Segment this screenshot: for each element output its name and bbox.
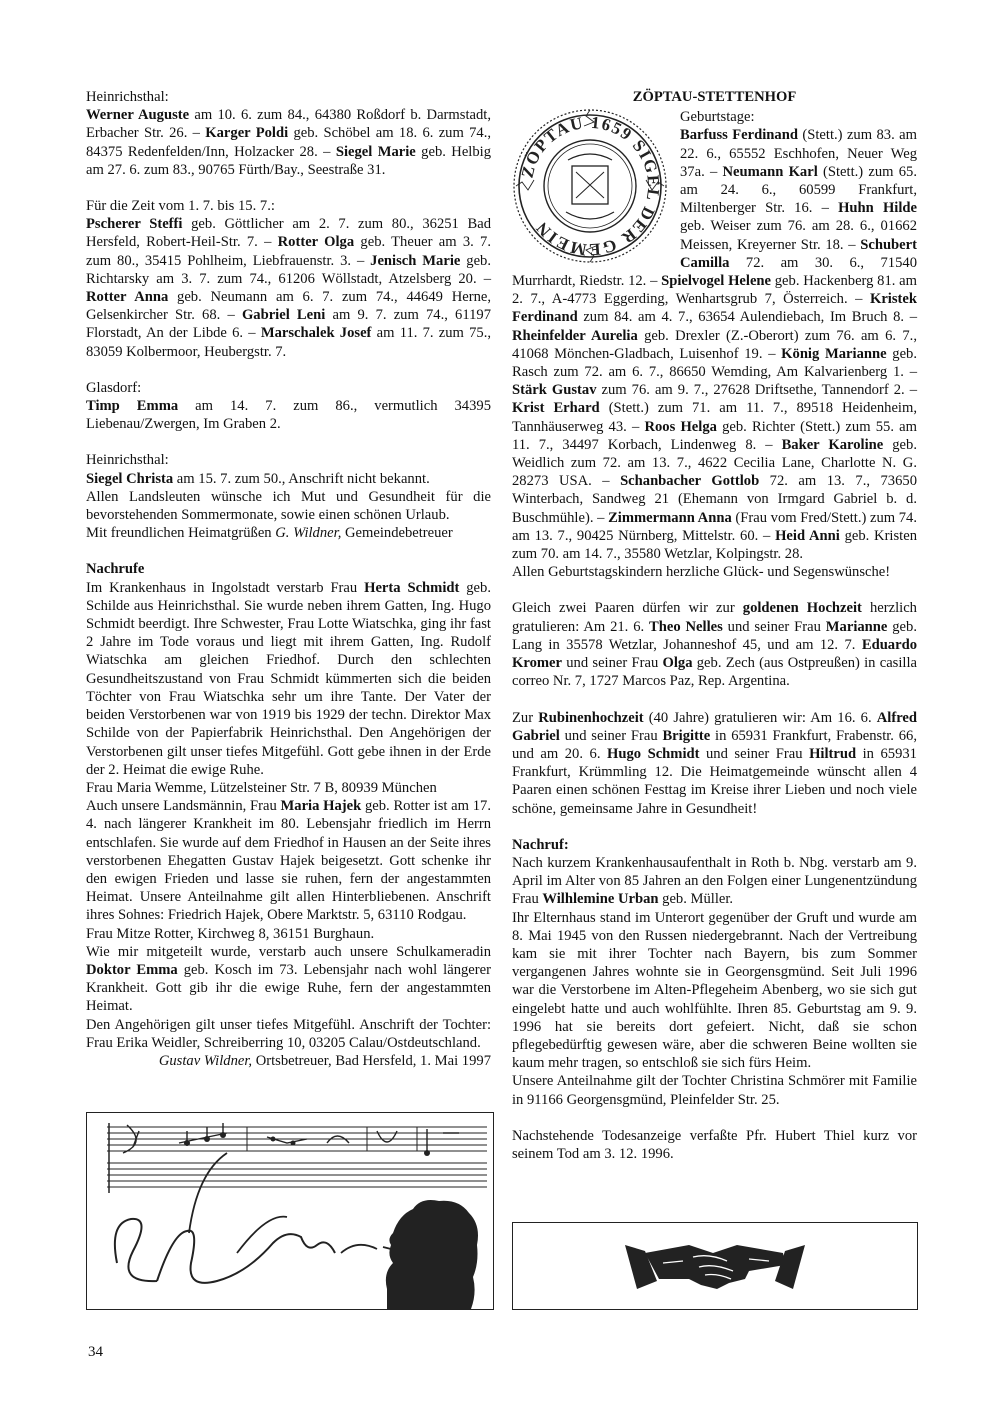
text-run: zum 84. am 4. 7., 63654 Aulendiebach, Im Bruch 8. – <box>577 309 917 326</box>
golden-wedding-paragraph <box>512 599 917 690</box>
text-run: am 10. 6. zum 84., 64380 Roßdorf b. Darmstadt, Erbacher Str. 26. – <box>86 107 491 142</box>
condolence-address: Den Angehörigen gilt unser tiefes Mitgefühl. Anschrift der Tochter: Frau Erika Weidler, Schreiberring 10, 03205 Calau/Ostdeutschland. <box>86 1016 491 1051</box>
text-run: Wie mir mitgeteilt wurde, verstarb auch unsere Schulkameradin <box>86 943 491 960</box>
name-highlight: Baker Karoline <box>781 436 884 453</box>
birthday-list-heinrichsthal <box>86 106 491 179</box>
svg-text:ZÖPTAU 1659 SIGEL DER GEMEIN: ZÖPTAU 1659 SIGEL DER GEMEIN <box>517 113 664 260</box>
name-highlight: Rubinenhochzeit <box>538 709 644 726</box>
name-highlight: König Marianne <box>781 345 887 362</box>
text-run: am 15. 7. zum 50., Anschrift nicht bekannt. <box>173 470 430 487</box>
name-highlight: Eduardo Kromer <box>512 636 917 672</box>
text-run: (Stett.) zum 65. am 24. 6., 60599 Frankfurt, Miltenberger Str. 16. – <box>680 163 917 217</box>
name-highlight: Marianne <box>825 618 888 635</box>
name-highlight: Hugo Schmidt <box>607 745 700 762</box>
name-highlight: Marschalek Josef <box>260 325 372 342</box>
name-highlight: Theo Nelles <box>649 618 723 635</box>
section-heading-glasdorf: Glasdorf: <box>86 379 142 396</box>
text-run: geb. Schöbel am 18. 6. zum 74., 84375 Redenfelden/Inn, Holzacker 28. – <box>86 125 492 160</box>
name-highlight: Karger Poldi <box>205 125 289 142</box>
text-run: Zur <box>512 709 539 726</box>
text-run: geb. Weidlich zum 72. am 13. 7., 4622 Cecilia Lane, Charlotte N. G. 28273 USA. – <box>512 436 917 490</box>
text-run: zum 76. am 9. 7., 27628 Driftsethe, Tannendorf 2. – <box>596 382 917 399</box>
text-run: Auch unsere Landsmännin, Frau <box>86 798 281 815</box>
name-highlight: Schanbacher Gottlob <box>620 473 760 490</box>
obituaries-heading: Nachrufe <box>86 561 145 578</box>
ruby-wedding-paragraph <box>512 709 917 818</box>
text-run: geb. Theuer am 3. 7. zum 80., 35415 Pohlheim, Liebfrauenstr. 3. – <box>86 234 491 269</box>
name-highlight: Schubert Camilla <box>680 236 917 271</box>
text-run: Nach kurzem Krankenhausaufenthalt in Roth b. Nbg. verstarb am 9. April im Alter von 85 Jahren an den Folgen einer Lungenentzündung Frau <box>512 854 917 908</box>
section-heading-heinrichsthal-2: Heinrichsthal: <box>86 452 169 469</box>
text-run: Mit freundlichen Heimatgrüßen <box>86 525 276 542</box>
text-run: (Stett.) zum 83. am 22. 6., 65552 Eschhofen, Neuer Weg 37a. – <box>680 127 917 180</box>
obituary-schmidt <box>86 579 491 779</box>
text-run: geb. Göttlicher am 2. 7. zum 80., 36251 Bad Hersfeld, Robert-Heil-Str. 7. – <box>86 216 492 251</box>
text-run: 72. am 30. 6., 71540 Murrhardt, Riedstr. 12. – <box>512 254 917 290</box>
text-run: geb. Weiser zum 76. am 28. 6., 01662 Meissen, Kreyerner Str. 18. – <box>680 218 917 253</box>
name-highlight: Werner Auguste <box>86 107 190 124</box>
name-highlight: Stärk Gustav <box>512 382 597 399</box>
birthday-list-glasdorf <box>86 397 491 433</box>
text-run: Ortsbetreuer, Bad Hersfeld, 1. Mai 1997 <box>252 1052 491 1069</box>
death-notice-intro: Nachstehende Todesanzeige verfaßte Pfr. Hubert Thiel kurz vor seinem Tod am 3. 12. 1996. <box>512 1127 917 1162</box>
text-run: und seiner Frau <box>559 727 663 744</box>
name-highlight: Spielvogel Helene <box>661 273 772 290</box>
text-run: (Stett.) zum 71. am 11. 7., 89518 Heidenheim, Tannhäuserweg 43. – <box>512 400 917 435</box>
name-highlight: Wilhlemine Urban <box>542 891 659 908</box>
name-highlight: Gabriel Leni <box>241 307 326 324</box>
section-heading-heinrichsthal: Heinrichsthal: <box>86 89 169 105</box>
obituary-urban <box>512 854 917 909</box>
text-run: geb. Drexler (Z.-Oberort) zum 76. am 6. 7., 41068 Mönchen-Gladbach, Luisenhof 19. – <box>512 327 917 362</box>
name-highlight: goldenen Hochzeit <box>742 600 862 617</box>
greeting-signature <box>86 524 491 542</box>
text-run: und seiner Frau <box>561 655 663 672</box>
name-highlight: Herta Schmidt <box>364 579 460 596</box>
name-highlight: Roos Helga <box>644 418 717 435</box>
text-run: und seiner Frau <box>722 618 826 635</box>
address-wemme: Frau Maria Wemme, Lützelsteiner Str. 7 B, 80939 München <box>86 779 437 796</box>
left-column <box>86 88 491 1070</box>
name-highlight: Huhn Hilde <box>838 200 917 217</box>
name-highlight: Jenisch Marie <box>370 252 461 269</box>
obituary-hajek <box>86 797 491 924</box>
text-run: in 65931 Frankfurt, Frabenstr. 66, und am 20. 6. <box>512 727 917 762</box>
text-run: geb. Müller. <box>658 891 734 908</box>
text-run: Gemeindebetreuer <box>341 525 453 542</box>
name-highlight: Rheinfelder Aurelia <box>512 327 638 344</box>
name-highlight: Alfred Gabriel <box>512 709 917 744</box>
name-highlight: Krist Erhard <box>512 400 600 417</box>
text-run: geb. Hackenberg 81. am 2. 7., A-4773 Eggerding, Wenhartsgrub 7, Österreich. – <box>512 273 917 308</box>
birthday-list-period <box>86 215 491 361</box>
name-highlight: Kristek Ferdinand <box>512 291 917 326</box>
text-run: geb. Neumann am 6. 7. zum 74., 44649 Herne, Gelsenkircher Str. 68. – <box>86 289 491 324</box>
municipal-seal <box>506 102 674 264</box>
name-highlight: Zimmermann Anna <box>608 509 732 526</box>
page-number: 34 <box>88 1344 103 1360</box>
name-highlight: Hiltrud <box>809 745 857 762</box>
text-run: Gustav Wildner, <box>158 1052 253 1069</box>
obituary-urban-condolence: Unsere Anteilnahme gilt der Tochter Christina Schmörer mit Familie in 91166 Georgensgmünd, Pleinfelder Str. 25. <box>512 1073 917 1108</box>
text-run: (Frau vom Fred/Stett.) zum 74. am 13. 7., 90425 Nürnberg, Mittelstr. 60. – <box>512 509 917 544</box>
text-run: Im Krankenhaus in Ingolstadt verstarb Frau <box>86 579 365 596</box>
right-column <box>512 88 917 1163</box>
period-heading: Für die Zeit vom 1. 7. bis 15. 7.: <box>86 198 275 215</box>
obituaries-signature <box>86 1052 491 1070</box>
text-run: geb. Richtarsky am 3. 7. zum 74., 61206 Wöllstadt, Atzelsberg 20. – <box>86 252 492 287</box>
text-run: (40 Jahre) gratulieren wir: Am 16. 6. <box>643 709 877 726</box>
music-signature-illustration <box>86 1112 494 1310</box>
name-highlight: Timp Emma <box>86 398 179 415</box>
text-run: in 65931 Frankfurt, Krümmling 12. Die Heimatgemeinde wünscht allen 4 Paaren einen schönen Festtag im Kreise ihrer Lieben und noch viele schöne, gemeinsame Jahre in Gesundheit! <box>512 745 917 817</box>
birthday-wishes: Allen Geburtstagskindern herzliche Glück- und Segenswünsche! <box>512 564 891 581</box>
name-highlight: Heid Anni <box>775 527 840 544</box>
birthday-entry-siegel <box>86 470 491 488</box>
name-highlight: Doktor Emma <box>86 961 178 978</box>
text-run: am 9. 7. zum 74., 61197 Florstadt, An der Libde 6. – <box>86 307 491 342</box>
greeting-paragraph: Allen Landsleuten wünsche ich Mut und Gesundheit für die bevorstehenden Sommermonate, sowie einen schönen Urlaub. <box>86 488 491 524</box>
text-run: geb. Rotter ist am 17. 4. nach längerer Krankheit im 80. Lebensjahr friedlich im Herrn entschlafen. Sie wurde auf dem Friedhof in Hausen an der Seite ihres verstorbenen Ehegatten Gustav Hajek beigesetzt. Gott schenke ihr den ewigen Frieden und lasse sie ruhen, fern der angestammten Heimat. Unsere Anteilnahme gilt allen Hinterbliebenen. Anschrift ihres Sohnes: Friedrich Hajek, Obere Marktstr. 5, 63110 Rodgau. <box>86 798 491 924</box>
obituary-urban-life: Ihr Elternhaus stand im Unterort gegenüber der Gruft und wurde am 8. Mai 1945 von den Russen niedergebrannt. Nach der Vertreibung kam sie mit ihrer Tochter nach Bayern, bis zum Sommer vergangenen Jahres wohnte sie in Georgensgmünd. Seit Juli 1996 war die Verstorbene im Alten-Pflegeheim Abenberg, wo sie sich gut eingelebt hatte und auch wohlfühlte. Ihren 85. Geburtstag am 9. 9. 1996 hat sie bereits dort gefeiert. Nicht, daß sie schon pflegebedürftig gewesen wäre, aber die schweren Beine wollten sie kaum mehr tragen, so entschloß sie sich fürs Heim. <box>512 909 917 1072</box>
text-run: geb. Zech (aus Ostpreußen) in casilla correo Nr. 7, 1727 Marcos Paz, Rep. Argentina. <box>512 655 917 690</box>
handshake-illustration <box>512 1222 918 1310</box>
text-run: am 11. 7. zum 75., 83059 Kolbermoor, Heubergstr. 7. <box>86 325 492 360</box>
name-highlight: Siegel Christa <box>86 470 174 487</box>
name-highlight: Rotter Anna <box>86 289 169 306</box>
name-highlight: Neumann Karl <box>722 163 818 180</box>
text-run: geb. Lang in 35578 Wetzlar, Johanneshof 45, und am 12. 7. <box>512 618 917 653</box>
name-highlight: Olga <box>662 655 693 672</box>
text-run: geb. Schilde aus Heinrichsthal. Sie wurde neben ihrem Gatten, Ing. Hugo Schmidt beerdigt. Ihre Schwester, Frau Lotte Wiatschka, ging ihr fast 2 Jahre im Tode voraus und liegt mit ihrem Gatten, Ing. Rudolf Wiatschka am gleichen Friedhof. Durch den schlechten Gesundheitszustand von Frau Schmidt kümmerten sich die beiden Töchter von Frau Wiatschka sehr um ihre Tante. Der Vater der beiden Verstorbenen war von 1919 bis 1929 der techn. Direktor Max Schilde von der Papierfabrik Heinrichsthal. Den Angehörigen der Verstorbenen gilt unser tiefes Mitgefühl. Gott gebe ihnen in der Erde der 2. Heimat die ewige Ruhe. <box>86 579 491 778</box>
section-title-zoeptau: ZÖPTAU-STETTENHOF <box>632 89 797 105</box>
name-highlight: Maria Hajek <box>280 798 362 815</box>
text-run: geb. Richter (Stett.) zum 55. am 11. 7., 34497 Korbach, Lindenweg 8. – <box>512 418 917 453</box>
text-run: G. Wildner, <box>275 525 342 542</box>
obituary-heading: Nachruf: <box>512 836 569 853</box>
text-run: herzlich gratulieren: Am 21. 6. <box>512 600 917 635</box>
text-run: geb. Kristen zum 70. am 14. 7., 35580 Wetzlar, Kolpingstr. 28. <box>512 527 917 563</box>
text-run: geb. Kosch im 73. Lebensjahr nach wohl längerer Krankheit. Gott gib ihr die ewige Ruhe, fern der angestammten Heimat. <box>86 961 491 1015</box>
text-run: am 14. 7. zum 86., vermutlich 34395 Liebenau/Zwergen, Im Graben 2. <box>86 398 491 433</box>
name-highlight: Pscherer Steffi <box>86 216 183 233</box>
birthdays-subheading: Geburtstage: <box>680 109 755 126</box>
name-highlight: Brigitte <box>662 727 711 744</box>
text-run: geb. Rasch zum 72. am 6. 7., 86650 Wemding, Am Kalvarienberg 1. – <box>512 345 917 381</box>
name-highlight: Siegel Marie <box>335 143 416 160</box>
name-highlight: Barfuss Ferdinand <box>680 127 798 144</box>
text-run: 72. am 13. 7., 73650 Winterbach, Sandweg 21 (Ehemann von Irmgard Gabriel b. d. Buschmühle). – <box>512 473 917 526</box>
text-run: Gleich zwei Paaren dürfen wir zur <box>512 600 743 617</box>
name-highlight: Rotter Olga <box>277 234 355 251</box>
obituary-doktor <box>86 943 491 1016</box>
text-run: geb. Helbig am 27. 6. zum 83., 90765 Fürth/Bay., Seestraße 31. <box>86 143 491 178</box>
address-rotter: Frau Mitze Rotter, Kirchweg 8, 36151 Burghaun. <box>86 925 375 942</box>
text-run: und seiner Frau <box>699 745 810 762</box>
